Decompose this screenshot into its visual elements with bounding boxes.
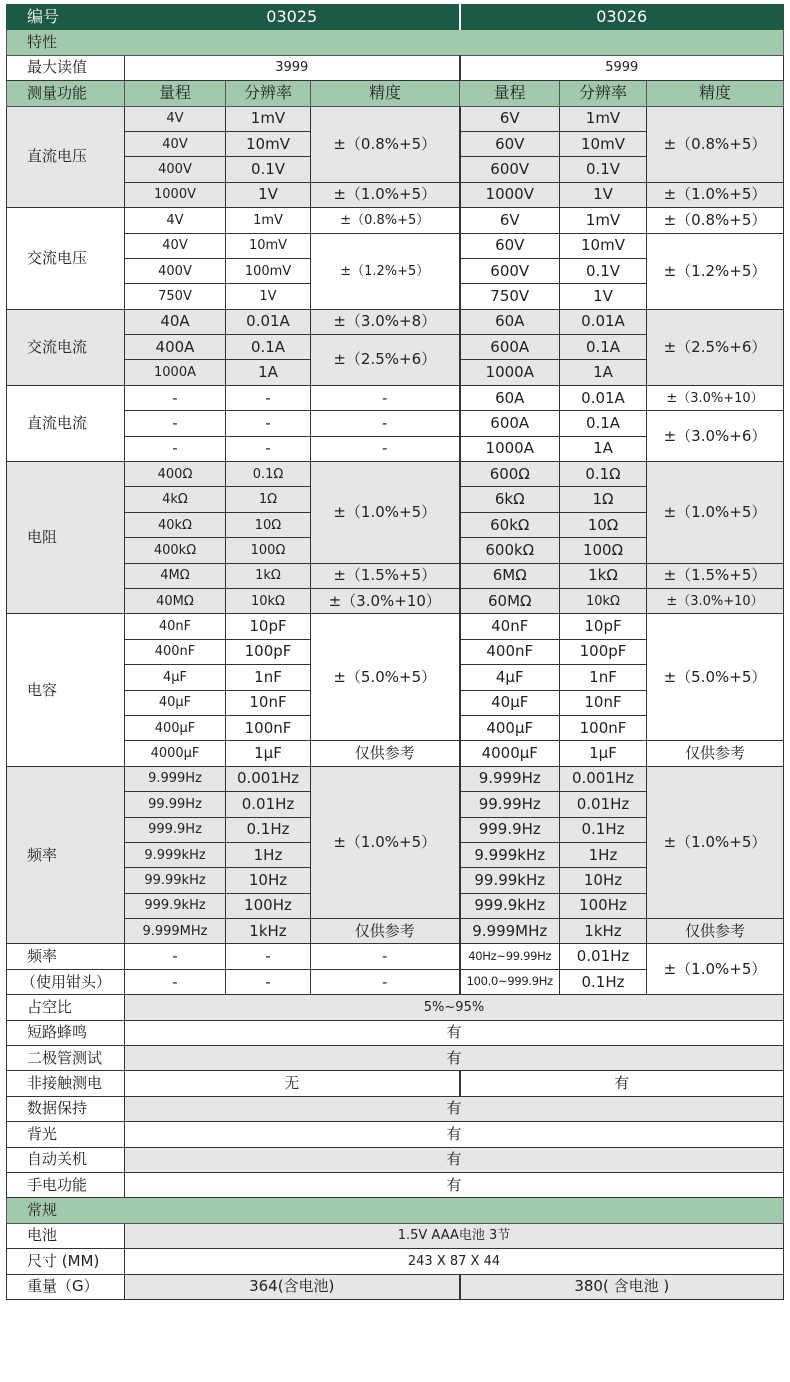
cap-a-resolution: 10pF [226,614,311,639]
general-label: 重量（G） [7,1274,125,1299]
dcv-a-range: 40V [125,131,226,156]
acv-a-range: 40V [125,233,226,258]
freq-b-resolution: 100Hz [560,893,647,918]
dcv-b-resolution: 1V [560,182,647,207]
res-b-resolution: 0.1Ω [560,462,647,487]
max-reading-b: 5999 [460,55,784,80]
feature-value: 有 [125,1096,784,1121]
feature-value-a: 无 [125,1071,460,1096]
cap-a-resolution: 100nF [226,715,311,740]
aca-b-accuracy: ±（2.5%+6） [647,309,784,385]
freq-a-accuracy: ±（1.0%+5） [311,766,460,918]
feature-label: 数据保持 [7,1096,125,1121]
general-value: 1.5V AAA电池 3节 [125,1223,784,1248]
cap-b-accuracy: 仅供参考 [647,741,784,766]
res-b-accuracy: ±（1.0%+5） [647,462,784,564]
cap-a-range: 400μF [125,715,226,740]
feature-value-b: 有 [460,1071,784,1096]
feature-row [7,1147,784,1172]
feature-row [7,1046,784,1071]
freq-clamp-label-sub: （使用钳头） [7,969,125,994]
cap-b-resolution: 10nF [560,690,647,715]
acv-b-resolution: 1V [560,284,647,309]
dca-b-range: 600A [460,411,560,436]
freq-b-accuracy: ±（1.0%+5） [647,766,784,918]
res-a-resolution: 0.1Ω [226,462,311,487]
acv-row [7,208,784,233]
freq-clamp-row [7,944,784,969]
aca-b-resolution: 1A [560,360,647,385]
dcv-a-range: 1000V [125,182,226,207]
dca-a-resolution: - [226,385,311,410]
general-value-a: 364(含电池) [125,1274,460,1299]
acv-a-resolution: 1V [226,284,311,309]
freq-a-range: 9.999Hz [125,766,226,791]
res-b-resolution: 100Ω [560,538,647,563]
column-header-row [7,81,784,106]
freq-a-resolution: 0.01Hz [226,792,311,817]
freq-clamp-a-resolution: - [226,944,311,969]
feature-label: 手电功能 [7,1172,125,1197]
cap-a-resolution: 100pF [226,639,311,664]
freq-a-range: 99.99Hz [125,792,226,817]
aca-b-range: 600A [460,335,560,360]
cap-b-range: 4000μF [460,741,560,766]
freq-b-range: 99.99kHz [460,868,560,893]
freq-a-resolution: 10Hz [226,868,311,893]
general-row [7,1223,784,1248]
freq-a-range: 99.99kHz [125,868,226,893]
aca-a-resolution: 1A [226,360,311,385]
freq-clamp-b-range: 40Hz~99.99Hz [460,944,560,969]
dca-row [7,385,784,410]
res-a-range: 40MΩ [125,588,226,613]
dcv-a-resolution: 10mV [226,131,311,156]
cap-a-range: 40μF [125,690,226,715]
section-general-row [7,1198,784,1223]
dcv-a-resolution: 0.1V [226,157,311,182]
freq-a-range: 999.9kHz [125,893,226,918]
dcv-b-accuracy: ±（0.8%+5） [647,106,784,182]
resolution-header-b: 分辨率 [560,81,647,106]
aca-b-range: 1000A [460,360,560,385]
acv-b-range: 750V [460,284,560,309]
res-b-range: 6kΩ [460,487,560,512]
aca-a-accuracy: ±（2.5%+6） [311,335,460,386]
freq-clamp-a-range: - [125,969,226,994]
res-a-resolution: 10kΩ [226,588,311,613]
max-reading-label: 最大读值 [7,55,125,80]
range-header-a: 量程 [125,81,226,106]
res-b-range: 600Ω [460,462,560,487]
dca-b-accuracy: ±（3.0%+6） [647,411,784,462]
feature-row [7,1020,784,1045]
section-general: 常规 [7,1198,784,1223]
dca-a-accuracy: - [311,385,460,410]
cap-a-range: 4000μF [125,741,226,766]
accuracy-header-b: 精度 [647,81,784,106]
dcv-b-resolution: 0.1V [560,157,647,182]
cap-row [7,614,784,639]
freq-clamp-a-resolution: - [226,969,311,994]
model-number-label: 编号 [7,5,125,30]
cap-b-resolution: 10pF [560,614,647,639]
freq-clamp-a-accuracy: - [311,969,460,994]
dca-b-range: 1000A [460,436,560,461]
general-value-b: 380( 含电池 ) [460,1274,784,1299]
dca-b-range: 60A [460,385,560,410]
accuracy-header-a: 精度 [311,81,460,106]
dcv-a-accuracy: ±（1.0%+5） [311,182,460,207]
freq-clamp-a-accuracy: - [311,944,460,969]
feature-row [7,1172,784,1197]
feature-label: 占空比 [7,995,125,1020]
freq-clamp-b-resolution: 0.1Hz [560,969,647,994]
freq-b-range: 99.99Hz [460,792,560,817]
feature-row [7,1071,784,1096]
cap-b-range: 400nF [460,639,560,664]
freq-a-range: 9.999MHz [125,919,226,944]
acv-a-resolution: 100mV [226,258,311,283]
freq-clamp-b-range: 100.0~999.9Hz [460,969,560,994]
feature-value: 有 [125,1172,784,1197]
cap-b-range: 40μF [460,690,560,715]
acv-b-accuracy: ±（1.2%+5） [647,233,784,309]
res-a-accuracy: ±（3.0%+10） [311,588,460,613]
acv-label: 交流电压 [7,208,125,310]
dca-a-accuracy: - [311,436,460,461]
dca-b-resolution: 1A [560,436,647,461]
resolution-header-a: 分辨率 [226,81,311,106]
aca-row [7,309,784,334]
feature-label: 二极管测试 [7,1046,125,1071]
dcv-a-range: 400V [125,157,226,182]
aca-a-resolution: 0.01A [226,309,311,334]
aca-label: 交流电流 [7,309,125,385]
acv-a-range: 400V [125,258,226,283]
feature-value: 有 [125,1020,784,1045]
freq-b-range: 9.999Hz [460,766,560,791]
res-b-range: 60kΩ [460,512,560,537]
aca-a-resolution: 0.1A [226,335,311,360]
dca-a-range: - [125,385,226,410]
dcv-a-resolution: 1V [226,182,311,207]
feature-value: 有 [125,1046,784,1071]
res-b-resolution: 1Ω [560,487,647,512]
freq-label: 频率 [7,766,125,944]
dcv-b-range: 600V [460,157,560,182]
aca-b-resolution: 0.1A [560,335,647,360]
cap-a-accuracy: 仅供参考 [311,741,460,766]
cap-b-resolution: 1nF [560,665,647,690]
cap-a-range: 4μF [125,665,226,690]
feature-row [7,1096,784,1121]
freq-row [7,766,784,791]
res-a-range: 4MΩ [125,563,226,588]
feature-value: 有 [125,1147,784,1172]
general-row [7,1274,784,1299]
dca-a-resolution: - [226,436,311,461]
cap-b-range: 40nF [460,614,560,639]
dcv-b-range: 60V [460,131,560,156]
dcv-b-range: 6V [460,106,560,131]
cap-b-accuracy: ±（5.0%+5） [647,614,784,741]
res-b-resolution: 10kΩ [560,588,647,613]
dcv-a-resolution: 1mV [226,106,311,131]
model-b-number: 03026 [460,5,784,30]
dcv-a-accuracy: ±（0.8%+5） [311,106,460,182]
max-reading-a: 3999 [125,55,460,80]
feature-row [7,995,784,1020]
feature-label: 短路蜂鸣 [7,1020,125,1045]
section-features-row [7,30,784,55]
acv-a-range: 4V [125,208,226,233]
freq-b-range: 999.9Hz [460,817,560,842]
freq-a-resolution: 0.1Hz [226,817,311,842]
cap-a-resolution: 1μF [226,741,311,766]
res-a-resolution: 1kΩ [226,563,311,588]
cap-a-resolution: 10nF [226,690,311,715]
res-b-range: 6MΩ [460,563,560,588]
general-label: 尺寸 (MM) [7,1249,125,1274]
freq-b-range: 9.999MHz [460,919,560,944]
dca-b-resolution: 0.01A [560,385,647,410]
aca-b-resolution: 0.01A [560,309,647,334]
acv-b-resolution: 10mV [560,233,647,258]
freq-clamp-label: 频率 [7,944,125,969]
acv-a-accuracy: ±（0.8%+5） [311,208,460,233]
acv-b-resolution: 1mV [560,208,647,233]
cap-b-range: 4μF [460,665,560,690]
res-a-range: 400kΩ [125,538,226,563]
res-b-resolution: 10Ω [560,512,647,537]
freq-a-resolution: 100Hz [226,893,311,918]
freq-b-resolution: 0.001Hz [560,766,647,791]
res-a-resolution: 10Ω [226,512,311,537]
freq-b-resolution: 1kHz [560,919,647,944]
res-a-range: 4kΩ [125,487,226,512]
feature-label: 自动关机 [7,1147,125,1172]
freq-b-resolution: 0.1Hz [560,817,647,842]
cap-label: 电容 [7,614,125,766]
freq-a-resolution: 1kHz [226,919,311,944]
cap-b-range: 400μF [460,715,560,740]
freq-b-resolution: 1Hz [560,842,647,867]
cap-b-resolution: 100pF [560,639,647,664]
feature-label: 非接触测电 [7,1071,125,1096]
freq-b-accuracy: 仅供参考 [647,919,784,944]
freq-a-range: 999.9Hz [125,817,226,842]
cap-b-resolution: 1μF [560,741,647,766]
dca-a-accuracy: - [311,411,460,436]
acv-b-range: 6V [460,208,560,233]
res-a-resolution: 1Ω [226,487,311,512]
freq-a-resolution: 0.001Hz [226,766,311,791]
dcv-b-range: 1000V [460,182,560,207]
acv-b-resolution: 0.1V [560,258,647,283]
feature-value: 有 [125,1122,784,1147]
freq-b-resolution: 0.01Hz [560,792,647,817]
res-b-range: 600kΩ [460,538,560,563]
cap-a-range: 400nF [125,639,226,664]
model-number-row [7,5,784,30]
res-b-accuracy: ±（1.5%+5） [647,563,784,588]
dcv-row [7,106,784,131]
dcv-label: 直流电压 [7,106,125,208]
res-b-accuracy: ±（3.0%+10） [647,588,784,613]
feature-row [7,1122,784,1147]
dca-a-range: - [125,436,226,461]
aca-a-range: 1000A [125,360,226,385]
range-header-b: 量程 [460,81,560,106]
acv-b-accuracy: ±（0.8%+5） [647,208,784,233]
res-b-resolution: 1kΩ [560,563,647,588]
function-column-header: 测量功能 [7,81,125,106]
acv-b-range: 60V [460,233,560,258]
acv-b-range: 600V [460,258,560,283]
acv-a-accuracy: ±（1.2%+5） [311,233,460,309]
dca-b-resolution: 0.1A [560,411,647,436]
freq-b-range: 9.999kHz [460,842,560,867]
freq-clamp-b-accuracy: ±（1.0%+5） [647,944,784,995]
freq-a-accuracy: 仅供参考 [311,919,460,944]
max-reading-row [7,55,784,80]
dcv-b-resolution: 10mV [560,131,647,156]
freq-a-resolution: 1Hz [226,842,311,867]
freq-clamp-a-range: - [125,944,226,969]
freq-b-resolution: 10Hz [560,868,647,893]
general-value: 243 X 87 X 44 [125,1249,784,1274]
dcv-b-resolution: 1mV [560,106,647,131]
res-a-accuracy: ±（1.5%+5） [311,563,460,588]
freq-a-range: 9.999kHz [125,842,226,867]
aca-a-range: 40A [125,309,226,334]
res-a-range: 400Ω [125,462,226,487]
cap-a-accuracy: ±（5.0%+5） [311,614,460,741]
dca-label: 直流电流 [7,385,125,461]
cap-b-resolution: 100nF [560,715,647,740]
res-a-resolution: 100Ω [226,538,311,563]
aca-a-range: 400A [125,335,226,360]
acv-a-resolution: 10mV [226,233,311,258]
acv-a-resolution: 1mV [226,208,311,233]
feature-value: 5%~95% [125,995,784,1020]
model-a-number: 03025 [125,5,460,30]
freq-clamp-b-resolution: 0.01Hz [560,944,647,969]
dca-b-accuracy: ±（3.0%+10） [647,385,784,410]
dcv-a-range: 4V [125,106,226,131]
cap-a-range: 40nF [125,614,226,639]
freq-b-range: 999.9kHz [460,893,560,918]
res-b-range: 60MΩ [460,588,560,613]
res-a-range: 40kΩ [125,512,226,537]
general-row [7,1249,784,1274]
res-a-accuracy: ±（1.0%+5） [311,462,460,564]
general-label: 电池 [7,1223,125,1248]
acv-a-range: 750V [125,284,226,309]
res-row [7,462,784,487]
dca-a-range: - [125,411,226,436]
spec-table [6,4,784,1300]
dcv-b-accuracy: ±（1.0%+5） [647,182,784,207]
aca-a-accuracy: ±（3.0%+8） [311,309,460,334]
cap-a-resolution: 1nF [226,665,311,690]
section-features: 特性 [7,30,784,55]
feature-label: 背光 [7,1122,125,1147]
aca-b-range: 60A [460,309,560,334]
dca-a-resolution: - [226,411,311,436]
res-label: 电阻 [7,462,125,614]
